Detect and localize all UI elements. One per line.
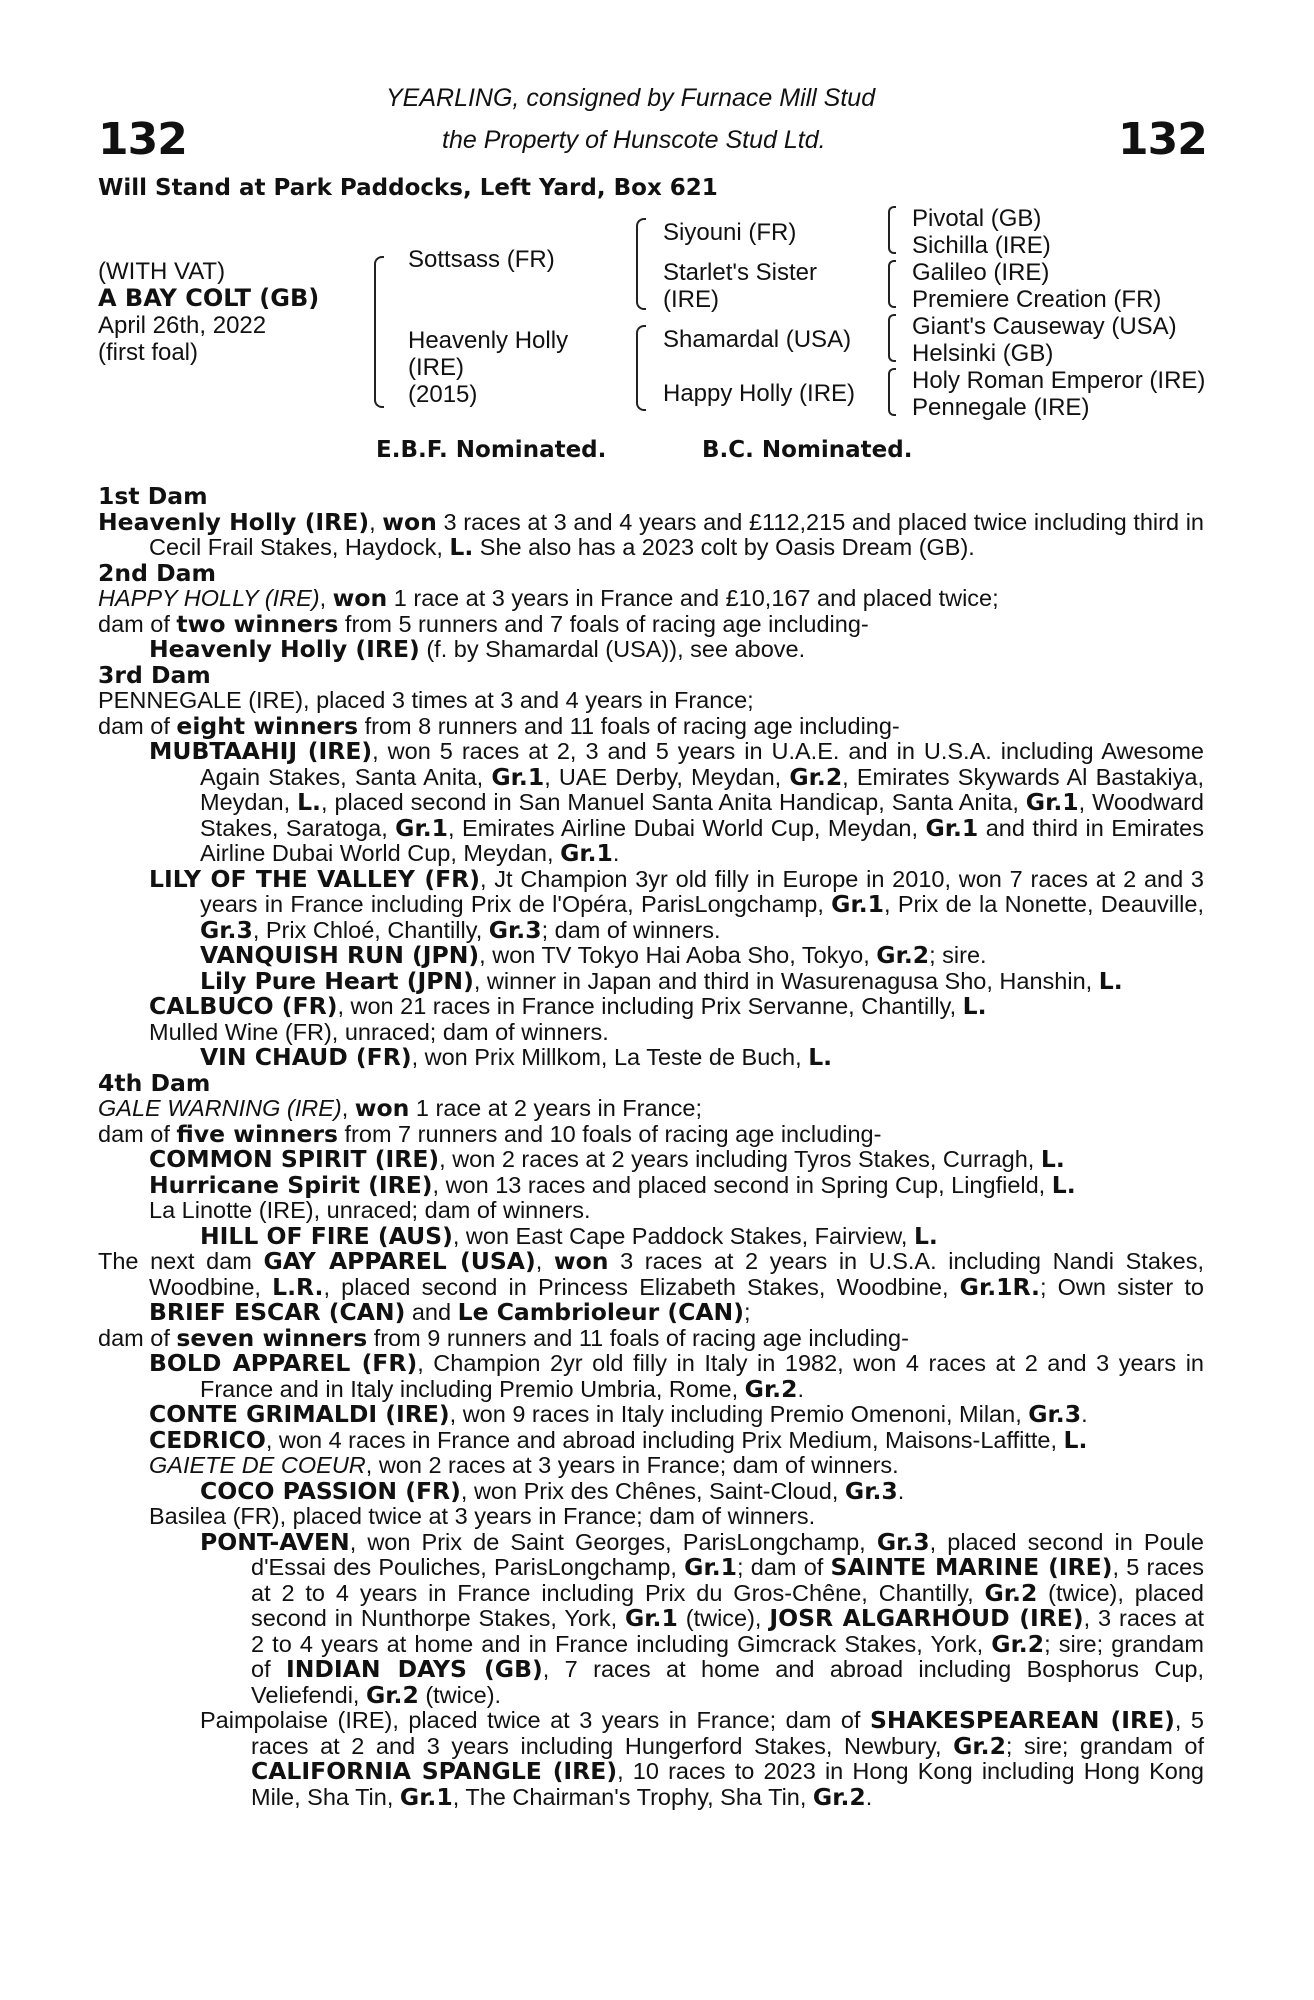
dam3-winner-lily-of-the-valley: LILY OF THE VALLEY (FR), Jt Champion 3yr old filly in Europe in 2010, won 7 races at 2 and 3 years in France including Prix de l'Opéra, ParisLongchamp, Gr.1, Prix de la Nonette, Deauville, Gr.3, Prix Chloé, Chantilly, Gr.3; dam of winners.	[149, 864, 1204, 944]
dam4-la-linotte: La Linotte (IRE), unraced; dam of winners.	[149, 1197, 591, 1223]
next-dam-gaiete-de-coeur: GAIETE DE COEUR, won 2 races at 3 years in France; dam of winners.	[149, 1452, 899, 1478]
brace-ggp-3	[888, 314, 896, 362]
ggp-2: Sichilla (IRE)	[912, 232, 1051, 259]
dam3-winner-calbuco: CALBUCO (FR), won 21 races in France including Prix Servanne, Chantilly, L.	[149, 992, 987, 1020]
next-dam-grandson-pont-aven: PONT-AVEN, won Prix de Saint Georges, ParisLongchamp, Gr.3, placed second in Poule d'Essai des Pouliches, ParisLongchamp, Gr.1; dam of SAINTE MARINE (IRE), 5 races at 2 to 4 years in France including Prix du Gros-Chêne, Chantilly, Gr.2 (twice), placed second in Nunthorpe Stakes, York, Gr.1 (twice), JOSR ALGARHOUD (IRE), 3 races at 2 to 4 years at home and in France including Gimcrack Stakes, York, Gr.2; sire; grandam of INDIAN DAYS (GB), 7 races at home and abroad including Bosphorus Cup, Veliefendi, Gr.2 (twice).	[200, 1527, 1205, 1709]
horse-name-text: A BAY COLT (GB)	[98, 284, 320, 312]
dam3-grandson-vin-chaud: VIN CHAUD (FR), won Prix Millkom, La Teste de Buch, L.	[200, 1043, 833, 1071]
sire-dam-name-1: Starlet's Sister	[663, 259, 817, 286]
dam3-mulled-wine: Mulled Wine (FR), unraced; dam of winners.	[149, 1018, 609, 1045]
ggp-7: Holy Roman Emperor (IRE)	[912, 367, 1206, 394]
dam2-produce: dam of two winners from 5 runners and 7 foals of racing age including-	[98, 609, 869, 638]
dam2-winner-1: Heavenly Holly (IRE) (f. by Shamardal (USA)), see above.	[149, 635, 806, 663]
lot-number-left: 132	[98, 114, 187, 165]
foaling-date: April 26th, 2022	[98, 312, 267, 339]
ggp-3: Galileo (IRE)	[912, 259, 1050, 286]
dam-sire-name: Shamardal (USA)	[663, 326, 852, 353]
dam3-grandson-vanquish-run: VANQUISH RUN (JPN), won TV Tokyo Hai Aoba Sho, Tokyo, Gr.2; sire.	[200, 941, 987, 969]
brace-parents	[374, 256, 384, 408]
next-dam-entry: The next dam GAY APPAREL (USA), won 3 races at 2 years in U.S.A. including Nandi Stakes, Woodbine, L.R., placed second in Princess Elizabeth Stakes, Woodbine, Gr.1R.; Own sister to BRIEF ESCAR (CAN) and Le Cambrioleur (CAN);	[98, 1247, 1205, 1326]
brace-sire	[636, 218, 646, 310]
section-title-4th-dam: 4th Dam	[98, 1068, 211, 1097]
horse-name	[98, 285, 319, 312]
foal-note: (first foal)	[98, 339, 199, 366]
dam4-entry: GALE WARNING (IRE), won 1 race at 2 years in France;	[98, 1094, 702, 1122]
dam3-winner-mubtaahij: MUBTAAHIJ (IRE), won 5 races at 2, 3 and 5 years in U.A.E. and in U.S.A. including Awesome Again Stakes, Santa Anita, Gr.1, UAE Derby, Meydan, Gr.2, Emirates Skywards Al Bastakiya, Meydan, L., placed second in San Manuel Santa Anita Handicap, Santa Anita, Gr.1, Woodward Stakes, Saratoga, Gr.1, Emirates Airline Dubai World Cup, Meydan, Gr.1 and third in Emirates Airline Dubai World Cup, Meydan, Gr.1.	[149, 737, 1204, 867]
dam3-produce: dam of eight winners from 8 runners and 11 foals of racing age including-	[98, 711, 900, 740]
dam-name-1: Heavenly Holly	[408, 327, 569, 354]
ggp-5: Giant's Causeway (USA)	[912, 313, 1177, 340]
brace-dam	[636, 325, 646, 411]
next-dam-winner-cedrico: CEDRICO, won 4 races in France and abroad including Prix Medium, Maisons-Laffitte, L.	[149, 1425, 1088, 1454]
next-dam-winner-conte-grimaldi: CONTE GRIMALDI (IRE), won 9 races in Italy including Premio Omenoni, Milan, Gr.3.	[149, 1400, 1088, 1428]
section-title-3rd-dam: 3rd Dam	[98, 660, 211, 689]
sire-name: Sottsass (FR)	[408, 246, 555, 273]
lot-number-right: 132	[1118, 114, 1207, 165]
ggp-1: Pivotal (GB)	[912, 205, 1042, 232]
consignment-line-1: YEARLING, consigned by Furnace Mill Stud	[386, 84, 876, 112]
ggp-4: Premiere Creation (FR)	[912, 286, 1162, 313]
next-dam-produce: dam of seven winners from 9 runners and 11 foals of racing age including-	[98, 1323, 909, 1352]
dam4-produce: dam of five winners from 7 runners and 10 foals of racing age including-	[98, 1119, 882, 1148]
brace-ggp-2	[888, 260, 896, 308]
sire-dam-name-2: (IRE)	[663, 286, 719, 313]
produce-record	[98, 484, 1204, 1810]
consignment-line-2: the Property of Hunscote Stud Ltd.	[442, 126, 826, 154]
dam-dam-name: Happy Holly (IRE)	[663, 380, 856, 407]
dam-name-2: (IRE)	[408, 354, 464, 381]
sire-sire-name: Siyouni (FR)	[663, 219, 797, 246]
dam-name-3: (2015)	[408, 381, 478, 408]
next-dam-winner-bold-apparel: BOLD APPAREL (FR), Champion 2yr old filly in Italy in 1982, won 4 races at 2 and 3 years in France and in Italy including Premio Umbria, Rome, Gr.2.	[149, 1349, 1204, 1403]
section-title-2nd-dam: 2nd Dam	[98, 558, 216, 587]
next-dam-grandson-coco-passion: COCO PASSION (FR), won Prix des Chênes, Saint-Cloud, Gr.3.	[200, 1476, 905, 1505]
dam4-grandson-hill-of-fire: HILL OF FIRE (AUS), won East Cape Paddock Stakes, Fairview, L.	[200, 1221, 938, 1250]
bc-nominated: B.C. Nominated.	[702, 437, 913, 463]
next-dam-granddaughter-paimpolaise: Paimpolaise (IRE), placed twice at 3 years in France; dam of SHAKESPEAREAN (IRE), 5 races at 2 and 3 years including Hungerford Stakes, Newbury, Gr.2; sire; grandam of CALIFORNIA SPANGLE (IRE), 10 races to 2023 in Hong Kong including Hong Kong Mile, Sha Tin, Gr.1, The Chairman's Trophy, Sha Tin, Gr.2.	[200, 1706, 1204, 1811]
next-dam-basilea: Basilea (FR), placed twice at 3 years in France; dam of winners.	[149, 1503, 816, 1529]
ebf-nominated: E.B.F. Nominated.	[376, 437, 607, 463]
dam3-entry: PENNEGALE (IRE), placed 3 times at 3 and 4 years in France;	[98, 687, 754, 713]
dam4-winner-hurricane-spirit: Hurricane Spirit (IRE), won 13 races and placed second in Spring Cup, Lingfield, L.	[149, 1170, 1076, 1199]
dam2-entry: HAPPY HOLLY (IRE), won 1 race at 3 years in France and £10,167 and placed twice;	[98, 584, 999, 612]
dam4-winner-common-spirit: COMMON SPIRIT (IRE), won 2 races at 2 years including Tyros Stakes, Curragh, L.	[149, 1145, 1065, 1173]
dam1-entry: Heavenly Holly (IRE), won 3 races at 3 and 4 years and £112,215 and placed twice including third in Cecil Frail Stakes, Haydock, L. She also has a 2023 colt by Oasis Dream (GB).	[98, 507, 1204, 561]
ggp-6: Helsinki (GB)	[912, 340, 1054, 367]
section-title-1st-dam: 1st Dam	[98, 482, 208, 510]
vat-note: (WITH VAT)	[98, 258, 226, 285]
brace-ggp-4	[888, 368, 896, 416]
stand-location: Will Stand at Park Paddocks, Left Yard, Box 621	[98, 175, 718, 201]
dam3-granddaughter-lily-pure-heart: Lily Pure Heart (JPN), winner in Japan and third in Wasurenagusa Sho, Hanshin, L.	[200, 966, 1123, 995]
ggp-8: Pennegale (IRE)	[912, 394, 1090, 421]
brace-ggp-1	[888, 206, 896, 254]
